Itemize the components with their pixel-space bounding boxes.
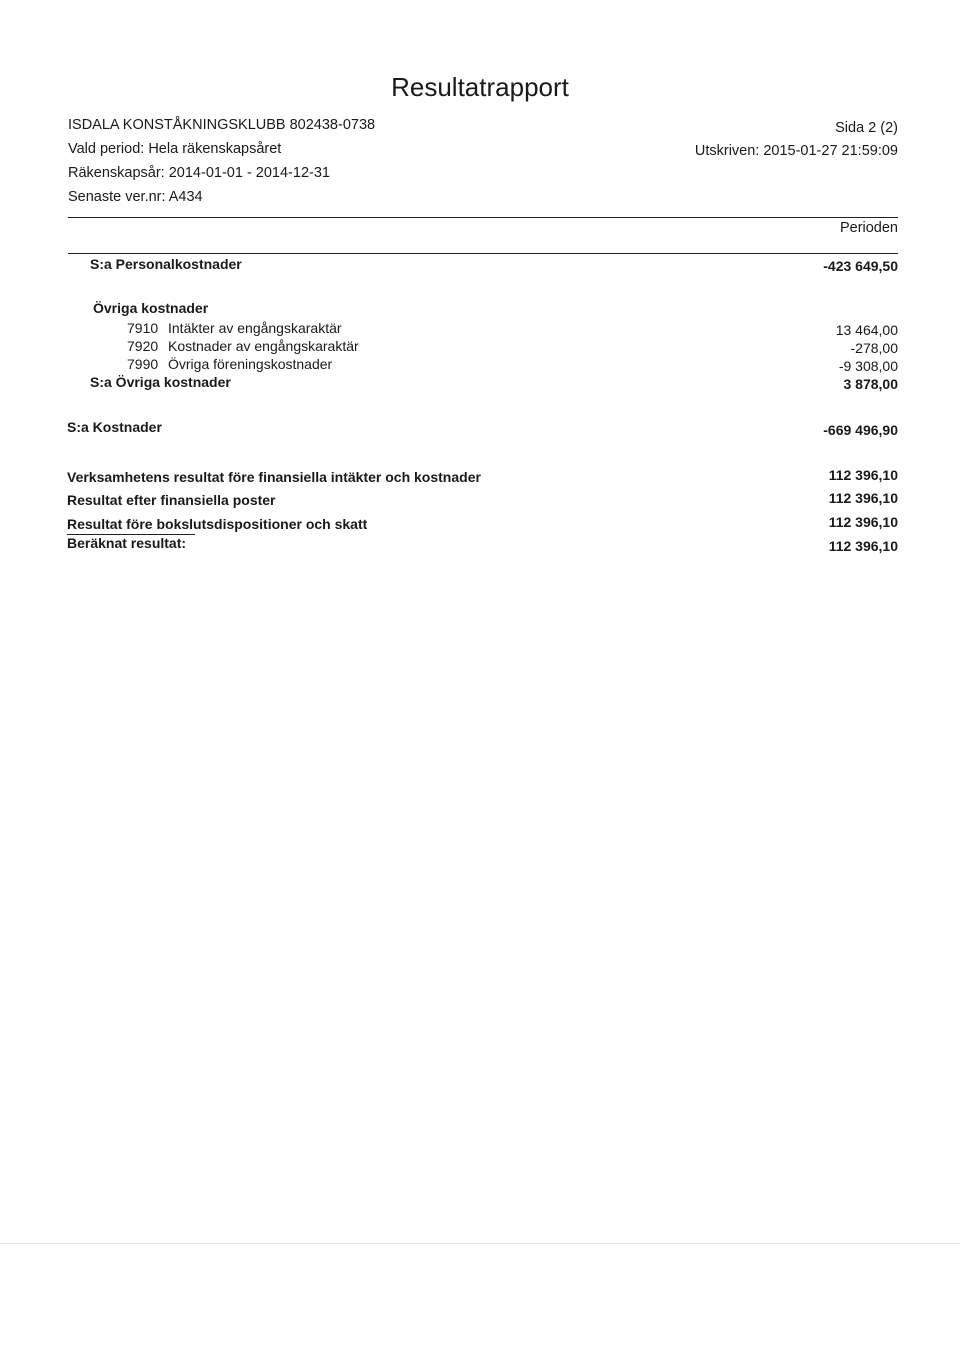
page-number: Sida 2 (2): [835, 120, 898, 136]
account-name: Kostnader av engångskaraktär: [168, 338, 359, 354]
result-before-appropriations-value: 112 396,10: [828, 514, 898, 530]
result-after-financial-label: Resultat efter finansiella poster: [67, 492, 276, 508]
operating-result-label: Verksamhetens resultat före finansiella intäkter och kostnader: [67, 469, 481, 485]
selected-period: Vald period: Hela räkenskapsåret: [68, 141, 282, 157]
other-costs-sum-value: 3 878,00: [843, 376, 898, 392]
account-value: 13 464,00: [835, 322, 898, 338]
header-divider: [68, 217, 898, 218]
calculated-result-label: Beräknat resultat:: [67, 535, 187, 551]
result-after-financial-value: 112 396,10: [828, 490, 898, 506]
column-header-divider: [68, 253, 898, 254]
personal-costs-sum-value: -423 649,50: [823, 258, 898, 274]
column-header-period: Perioden: [839, 220, 898, 236]
account-number: 7920: [127, 338, 159, 354]
calculated-result-value: 112 396,10: [828, 538, 898, 554]
account-number: 7990: [127, 356, 159, 372]
operating-result-value: 112 396,10: [828, 467, 898, 483]
company-name: ISDALA KONSTÅKNINGSKLUBB 802438-0738: [68, 117, 376, 133]
total-costs-label: S:a Kostnader: [67, 419, 162, 435]
total-costs-value: -669 496,90: [823, 422, 898, 438]
account-value: -278,00: [850, 340, 898, 356]
account-name: Intäkter av engångskaraktär: [168, 320, 342, 336]
personal-costs-sum-label: S:a Personalkostnader: [90, 256, 242, 272]
other-costs-sum-label: S:a Övriga kostnader: [90, 374, 231, 390]
scan-artifact-line: [0, 1243, 960, 1244]
printed-timestamp: Utskriven: 2015-01-27 21:59:09: [694, 143, 898, 159]
other-costs-heading: Övriga kostnader: [93, 300, 209, 316]
fiscal-year: Räkenskapsår: 2014-01-01 - 2014-12-31: [68, 165, 330, 181]
result-before-appropriations-label: Resultat före bokslutsdispositioner och skatt: [67, 516, 368, 532]
account-value: -9 308,00: [838, 358, 898, 374]
report-title: Resultatrapport: [391, 72, 569, 102]
account-number: 7910: [127, 320, 159, 336]
last-voucher-number: Senaste ver.nr: A434: [68, 189, 203, 205]
account-name: Övriga föreningskostnader: [168, 356, 333, 372]
